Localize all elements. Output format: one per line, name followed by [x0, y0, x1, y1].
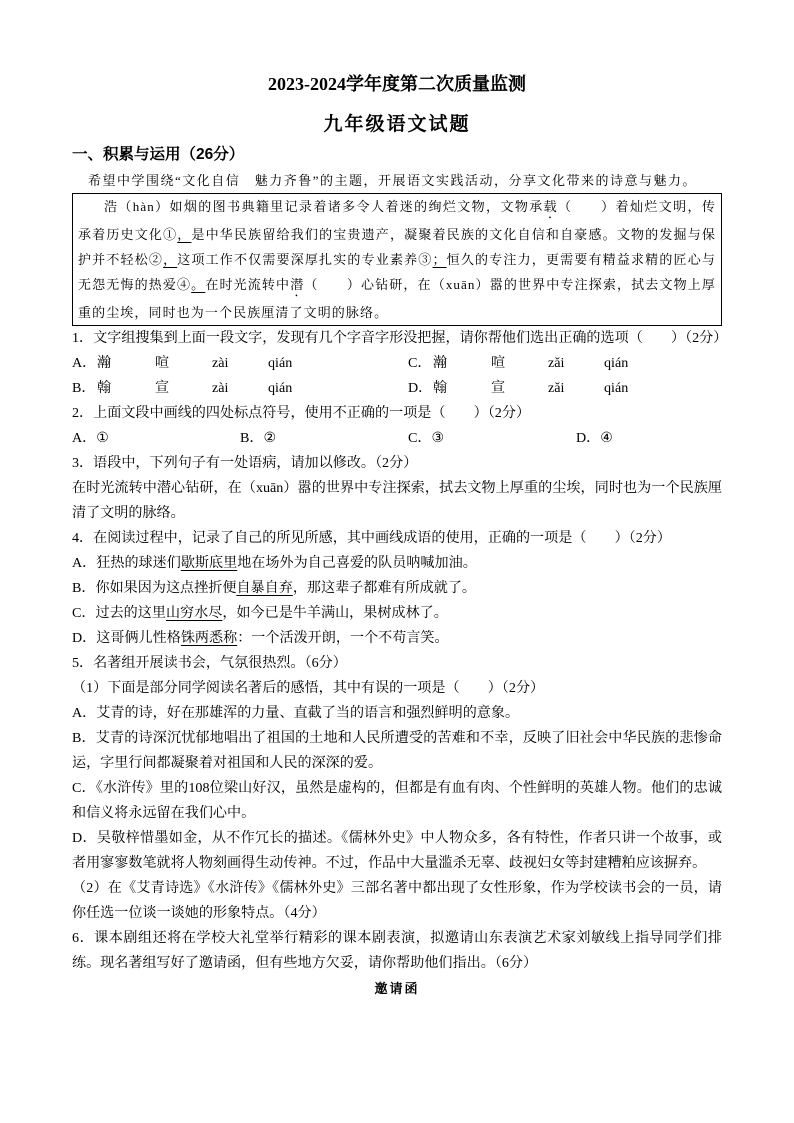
option-c — [408, 426, 576, 451]
section-intro: 希望中学围绕“文化自信 魅力齐鲁”的主题，开展语文实践活动，分享文化带来的诗意与魅力。 — [88, 173, 698, 188]
underlined-punctuation-4: 。 — [191, 277, 206, 292]
option-item: qián — [604, 380, 629, 396]
option-label: B． — [72, 580, 96, 596]
underlined-punctuation-3: ； — [432, 252, 447, 267]
option-item: 翰 — [433, 380, 448, 396]
invitation-letter-title: 邀请函 — [374, 981, 420, 996]
option-label: C． — [408, 430, 432, 446]
option-item: 宣 — [491, 380, 506, 396]
question-4-stem: 4．在阅读过程中，记录了自己的所见所感，其中画线成语的使用，正确的一项是（ ）（2分） — [72, 530, 671, 546]
option-a — [72, 426, 240, 451]
option-label: D． — [72, 630, 97, 646]
underlined-idiom: 山穷水尽 — [165, 605, 223, 621]
underlined-punctuation-2: ， — [163, 252, 178, 267]
option-row — [72, 351, 722, 376]
option-text: ③ — [431, 430, 445, 446]
option-d — [408, 376, 744, 401]
passage-segment: 是中华民族留给我们的宝贵遗产，凝聚着民族的文化自信和自豪感。文物的发掘与保护并不轻松② — [78, 227, 717, 267]
option-item: zài — [212, 355, 229, 371]
option-text: 地在场外为自己喜爱的队员呐喊加油。 — [237, 555, 477, 571]
question-3 — [72, 451, 722, 526]
passage-segment: （ ）着灿烂文明，传承着历史文化① — [78, 199, 716, 242]
option-text: ，那这辈子都难有所成就了。 — [292, 580, 477, 596]
option-text: 吴敬梓惜墨如金，从不作冗长的描述。《儒林外史》中人物众多，各有特性，作者只讲一个故事，或者用寥寥数笔就将人物刻画得生动传神。不过，作品中大量滥杀无辜、歧视妇女等封建糟粕应该摒弃。 — [72, 830, 722, 871]
question-2 — [72, 401, 722, 451]
option-c — [72, 601, 722, 626]
option-d — [72, 626, 722, 651]
option-label: B． — [240, 430, 264, 446]
option-item: 宣 — [155, 380, 170, 396]
underlined-idiom: 自暴自弃 — [236, 580, 293, 596]
option-text: 艾青的诗深沉忧郁地唱出了祖国的土地和人民所遭受的苦难和不幸，反映了旧社会中华民族的悲惨命运，字里行间都凝聚着对祖国和人民的深深的爱。 — [72, 730, 722, 771]
option-label: D． — [408, 380, 433, 396]
passage-segment: （ ）心钻研，在（xuān）嚣的世界中专注探索，拭去文物上厚重的尘埃，同时也为一个民族厘清了文明的脉络。 — [78, 277, 716, 320]
option-text: 艾青的诗，好在那雄浑的力量、直截了当的语言和强烈鲜明的意象。 — [96, 705, 520, 721]
option-text: ，如今已是牛羊满山，果树成林了。 — [222, 605, 448, 621]
option-label: B． — [72, 730, 96, 746]
option-label: A． — [72, 355, 97, 371]
question-6 — [72, 926, 722, 1001]
passage-segment: 浩（hàn）如烟的图书典籍里记录着诸多令人着迷的绚烂文物，文物承 — [104, 199, 544, 214]
option-label: D． — [576, 430, 601, 446]
option-item: 喧 — [155, 355, 170, 371]
underlined-idiom: 歇斯底里 — [180, 555, 238, 571]
option-c — [408, 351, 744, 376]
question-6-stem: 6．课本剧组还将在学校大礼堂举行精彩的课本剧表演，拟邀请山东表演艺术家刘敏线上指导同学们排练。现名著组写好了邀请函，但有些地方欠妥，请你帮助他们指出。（6分） — [72, 930, 722, 971]
question-1-stem: 1．文字组搜集到上面一段文字，发现有几个字音字形没把握，请你帮他们选出正确的选项（ ）（2分） — [72, 330, 728, 346]
passage-segment: 恒久的专注力，更需要有精益求精的匠心与无怨无悔的热爱④ — [78, 252, 716, 292]
option-item: 喧 — [491, 355, 506, 371]
option-text: 这哥俩儿性格 — [96, 630, 181, 646]
option-item: qián — [268, 380, 293, 396]
option-text: ① — [96, 430, 109, 446]
option-row — [72, 426, 722, 451]
option-label: C． — [408, 355, 432, 371]
option-b — [72, 576, 722, 601]
option-label: A． — [72, 555, 97, 571]
exam-subtitle: 九年级语文试题 — [323, 114, 471, 135]
question-5-part-1-stem: （1）下面是部分同学阅读名著后的感悟，其中有误的一项是（ ）（2分） — [72, 680, 545, 696]
question-1 — [72, 326, 728, 401]
option-text: 你如果因为这点挫折便 — [95, 580, 237, 596]
question-5 — [72, 651, 722, 926]
option-item: zǎi — [548, 355, 565, 371]
passage-segment: 这项工作不仅需要深厚扎实的专业素养③ — [177, 252, 433, 267]
option-label: A． — [72, 430, 97, 446]
passage-text — [78, 194, 716, 325]
option-text: 《水浒传》里的108位梁山好汉，虽然是虚构的，但都是有血有肉、个性鲜明的英雄人物。他们的忠诚和信义将永远留在我们心中。 — [72, 780, 722, 821]
dotted-character: 潜 — [290, 277, 305, 292]
question-5-stem: 5．名著组开展读书会，气氛很热烈。（6分） — [72, 655, 347, 671]
question-5-part-2-stem: （2）在《艾青诗选》《水浒传》《儒林外史》三部名著中都出现了女性形象，作为学校读书会的一员，请你任选一位谈一谈她的形象特点。（4分） — [72, 880, 722, 921]
underlined-punctuation-1: ， — [177, 227, 192, 242]
option-d — [72, 826, 722, 876]
option-item: qián — [268, 355, 293, 371]
question-list — [72, 326, 728, 1001]
option-label: B． — [72, 380, 96, 396]
question-3-stem: 3．语段中，下列句子有一处语病，请加以修改。（2分） — [72, 455, 418, 471]
question-3-sentence: 在时光流转中潜心钻研，在（xuān）嚣的世界中专注探索，拭去文物上厚重的尘埃，同时也为一个民族厘清了文明的脉络。 — [72, 480, 722, 521]
question-4 — [72, 526, 722, 651]
option-a — [72, 701, 722, 726]
option-d — [576, 426, 744, 451]
option-b — [240, 426, 408, 451]
option-item: 瀚 — [97, 355, 112, 371]
exam-title: 2023-2024学年度第二次质量监测 — [268, 74, 526, 94]
option-item: 翰 — [97, 380, 112, 396]
option-c — [72, 776, 722, 826]
passage-segment: 在时光流转中 — [205, 277, 291, 292]
option-label: C． — [72, 780, 96, 796]
option-b — [72, 376, 408, 401]
option-text: ② — [263, 430, 277, 446]
underlined-idiom: 铢两悉称 — [180, 630, 238, 646]
option-label: C． — [72, 605, 96, 621]
option-label: A． — [72, 705, 97, 721]
passage-box — [72, 193, 722, 326]
section-heading: 一、积累与运用（26分） — [72, 146, 245, 163]
option-text: 过去的这里 — [95, 605, 166, 621]
question-2-stem: 2．上面文段中画线的四处标点符号，使用不正确的一项是（ ）（2分） — [72, 405, 531, 421]
option-text: ④ — [600, 430, 613, 446]
option-item: zǎi — [548, 380, 565, 396]
option-item: 瀚 — [433, 355, 448, 371]
option-b — [72, 726, 722, 776]
option-item: zài — [212, 380, 229, 396]
option-a — [72, 551, 722, 576]
option-row — [72, 376, 722, 401]
option-label: D． — [72, 830, 97, 846]
option-text: 狂热的球迷们 — [96, 555, 181, 571]
option-a — [72, 351, 408, 376]
dotted-character: 载 — [543, 199, 558, 214]
option-item: qián — [604, 355, 629, 371]
option-text: ：一个活泼开朗，一个不苟言笑。 — [237, 630, 449, 646]
